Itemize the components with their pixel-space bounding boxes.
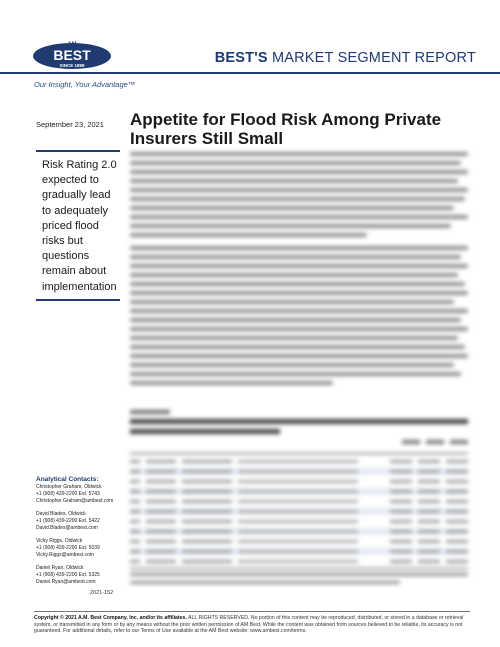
table-row: [130, 518, 468, 525]
table-row: [130, 488, 468, 495]
header-divider: [0, 72, 500, 74]
report-header: [0, 0, 500, 100]
copyright-bold: Copyright © 2021 A.M. Best Company, Inc. and/or its affiliates.: [34, 615, 187, 621]
logo-since-text: SINCE 1899: [59, 63, 85, 68]
exhibit-table-blurred: [130, 410, 468, 589]
contact-email[interactable]: Vicky.Riggs@ambest.com: [36, 552, 94, 558]
report-title-bold: BEST'S: [214, 50, 268, 66]
table-rule: [130, 453, 468, 454]
table-row: [130, 508, 468, 515]
table-row: [130, 558, 468, 565]
contact-entry: [36, 538, 126, 559]
table-row: [130, 538, 468, 545]
table-row: [130, 468, 468, 475]
body-paragraph: [130, 152, 468, 237]
table-row: [130, 548, 468, 555]
article-body-blurred: [130, 152, 468, 394]
table-row: [130, 528, 468, 535]
contact-name: Christopher Graham, Oldwick: [36, 484, 102, 490]
contact-phone: +1 (908) 439-2200 Ext. 5743: [36, 491, 100, 497]
contact-name: Daniel Ryan, Oldwick: [36, 565, 84, 571]
contact-email[interactable]: Daniel.Ryan@ambest.com: [36, 579, 96, 585]
contact-entry: [36, 511, 126, 532]
contact-name: David Blades, Oldwick: [36, 511, 86, 517]
logo-am-text: AM: [67, 42, 77, 48]
exhibit-label: [130, 410, 170, 414]
report-type-title: [215, 50, 476, 66]
pull-quote: [36, 150, 120, 301]
table-row: [130, 478, 468, 485]
copyright-text: ALL RIGHTS RESERVED. No portion of this content may be reproduced, distributed, or stored in a database or retrieval system, or transmitted in any form or by any means without the prior written permission of AM Best. While the content was obtained from sources believed to be reliable, its accuracy is not guaranteed. For additional details, refer to our Terms of Use available at the AM Best website: www.ambest.com/terms.: [34, 615, 464, 635]
analytical-contacts: [36, 476, 126, 592]
contact-entry: [36, 565, 126, 586]
logo-emblem: [32, 38, 112, 74]
exhibit-title: [130, 419, 468, 424]
table-rule: [130, 568, 468, 569]
table-row: [130, 498, 468, 505]
report-title-rest: MARKET SEGMENT REPORT: [271, 50, 476, 66]
table-row: [130, 458, 468, 465]
logo-best-text: BEST: [53, 47, 91, 63]
publication-date: September 23, 2021: [36, 120, 104, 129]
body-paragraph: [130, 246, 468, 385]
contact-phone: +1 (908) 439-2200 Ext. 5422: [36, 518, 100, 524]
contact-entry: [36, 484, 126, 505]
am-best-logo: [32, 38, 112, 74]
table-header: [130, 440, 468, 450]
tagline: Our Insight, Your Advantage™: [34, 80, 136, 89]
contact-name: Vicky Riggs, Oldwick: [36, 538, 83, 544]
contact-phone: +1 (908) 439-2200 Ext. 5325: [36, 572, 100, 578]
contact-email[interactable]: Christopher.Graham@ambest.com: [36, 498, 114, 504]
document-number: 2021-152: [90, 590, 114, 596]
exhibit-title: [130, 429, 280, 434]
contact-phone: +1 (908) 439-2200 Ext. 5039: [36, 545, 100, 551]
article-headline: Appetite for Flood Risk Among Private Insurers Still Small: [130, 110, 442, 148]
contacts-heading: Analytical Contacts:: [36, 476, 99, 483]
pull-quote-text: Risk Rating 2.0 expected to gradually lead to adequately priced flood risks but questions remain about implementation: [42, 159, 117, 293]
contact-email[interactable]: David.Blades@ambest.com: [36, 525, 98, 531]
copyright-footer: [34, 611, 470, 635]
